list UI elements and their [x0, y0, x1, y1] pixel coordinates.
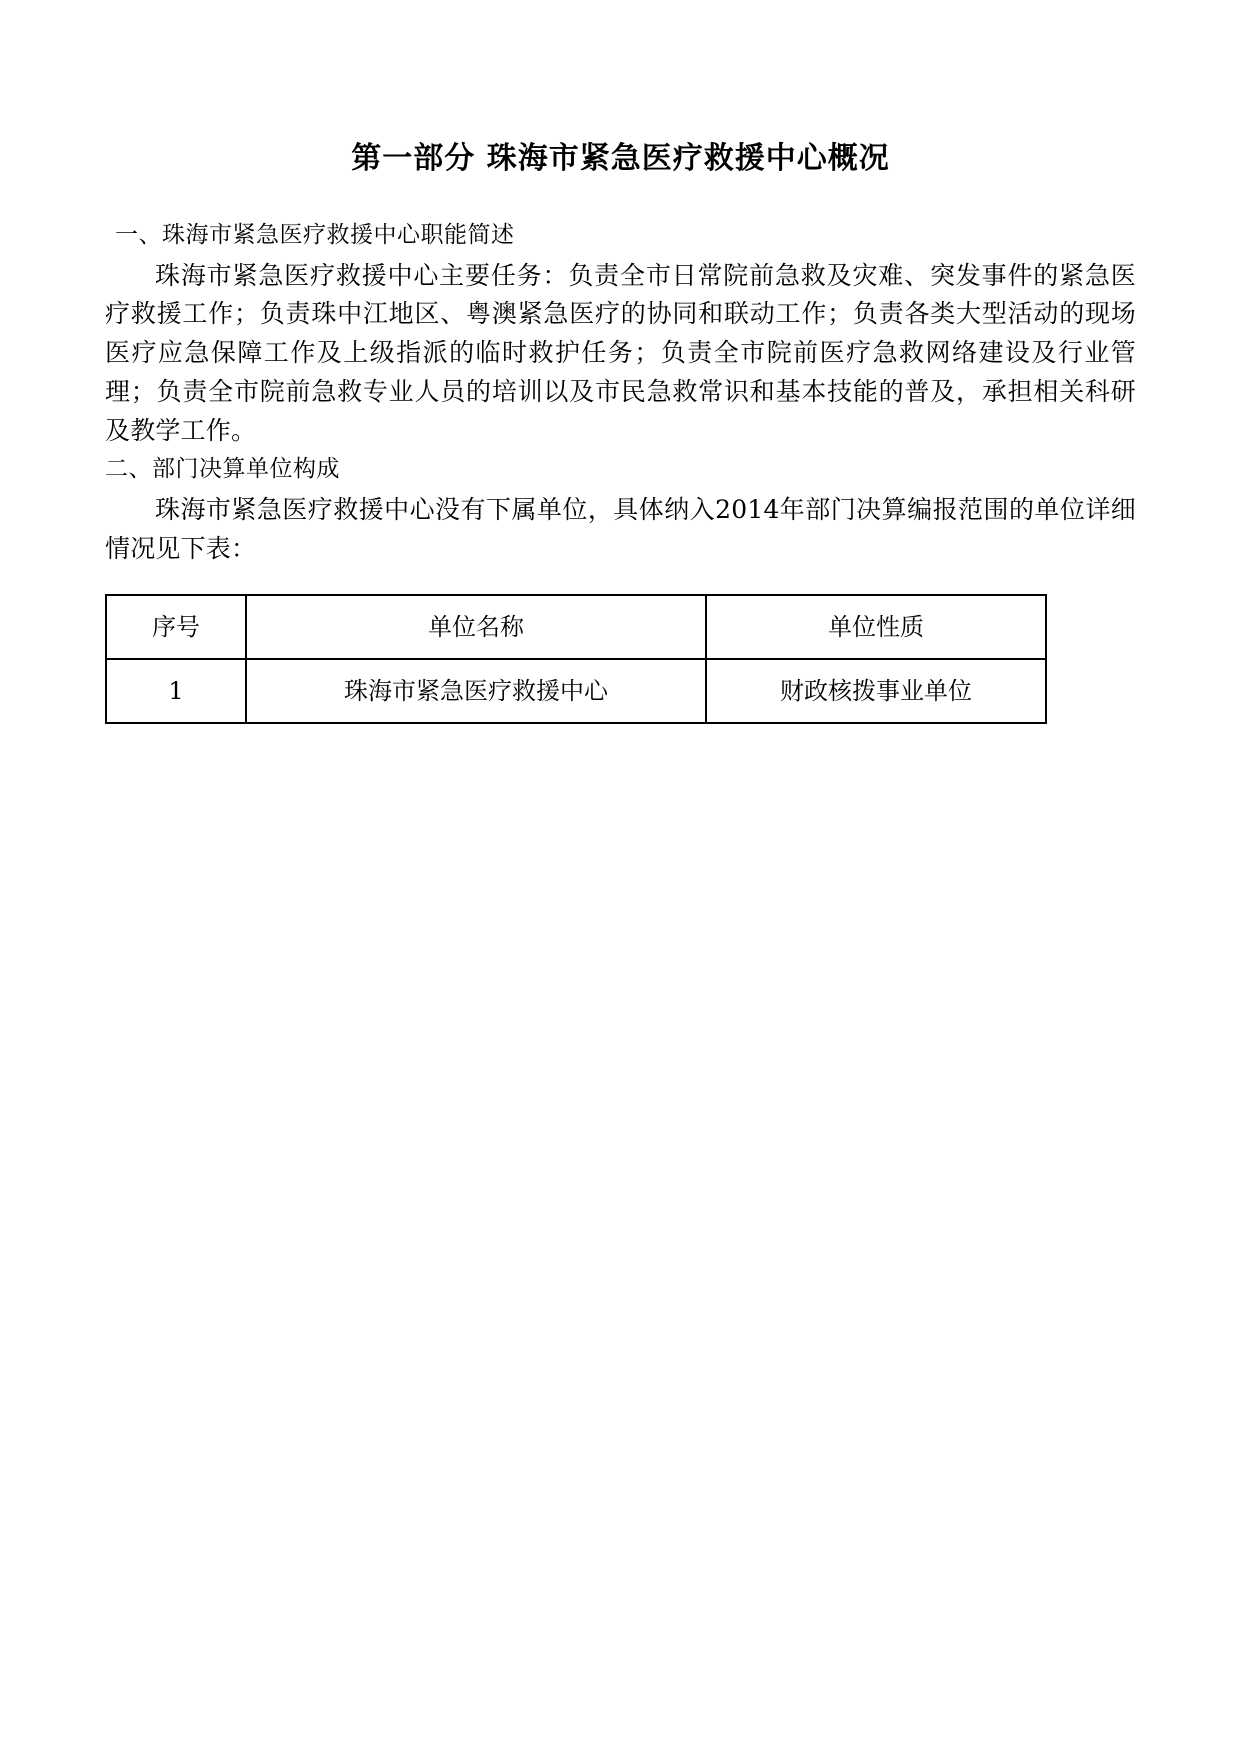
units-table-wrapper — [105, 594, 1136, 724]
table-row — [106, 659, 1046, 723]
section-heading-functions: 一、珠海市紧急医疗救援中心职能简述 — [115, 222, 515, 248]
section-paragraph-functions: 珠海市紧急医疗救援中心主要任务：负责全市日常院前急救及灾难、突发事件的紧急医疗救援工作；负责珠中江地区、粤澳紧急医疗的协同和联动工作；负责各类大型活动的现场医疗应急保障工作及上级指派的临时救护任务；负责全市院前医疗急救网络建设及行业管理；负责全市院前急救专业人员的培训以及市民急救常识和基本技能的普及，承担相关科研及教学工作。 — [105, 260, 1136, 445]
table-cell-unit-type: 财政核拨事业单位 — [706, 659, 1046, 723]
units-table — [105, 594, 1047, 724]
table-header-cell-unit-type: 单位性质 — [706, 595, 1046, 659]
section-paragraph-units: 珠海市紧急医疗救援中心没有下属单位，具体纳入2014年部门决算编报范围的单位详细情况见下表： — [105, 494, 1136, 563]
page-title: 第一部分 珠海市紧急医疗救援中心概况 — [351, 141, 890, 176]
table-cell-index: 1 — [106, 659, 246, 723]
section-heading-units: 二、部门决算单位构成 — [105, 456, 340, 483]
table-header-row — [106, 595, 1046, 659]
table-header-cell-unit-name: 单位名称 — [246, 595, 706, 659]
table-cell-unit-name: 珠海市紧急医疗救援中心 — [246, 659, 706, 723]
table-header-cell-index: 序号 — [106, 595, 246, 659]
